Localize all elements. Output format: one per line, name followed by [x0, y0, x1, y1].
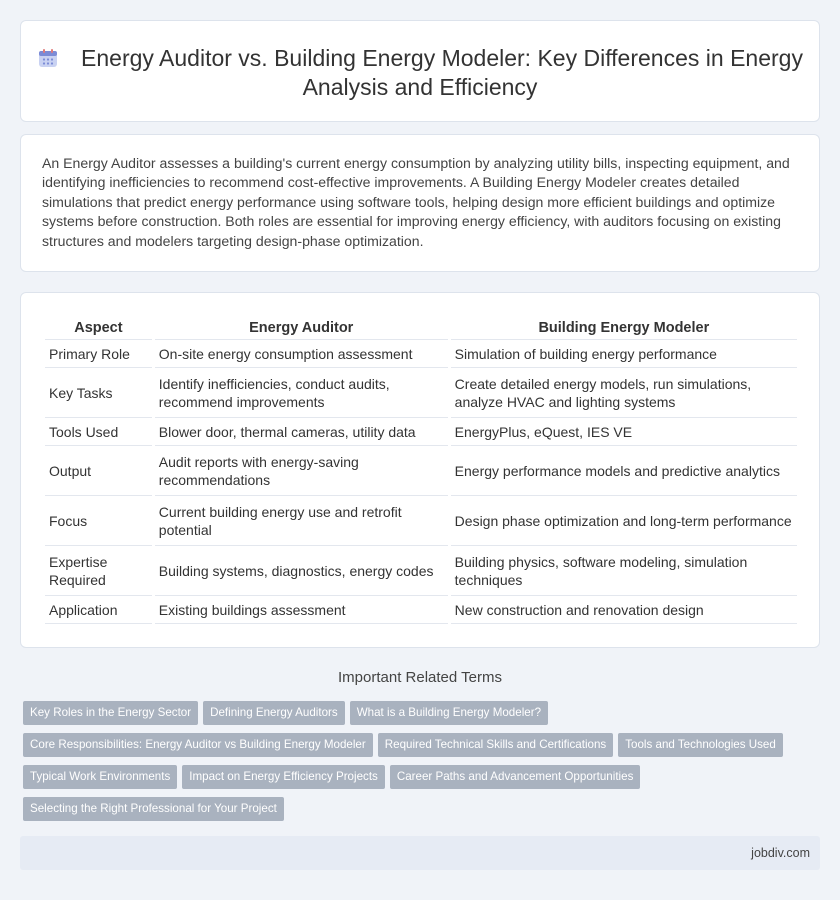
related-term-tag[interactable]: Core Responsibilities: Energy Auditor vs Building Energy Modeler	[23, 733, 373, 757]
table-cell: New construction and renovation design	[451, 596, 797, 624]
calendar-icon	[37, 47, 59, 69]
page-title: Energy Auditor vs. Building Energy Modeler: Key Differences in Energy Analysis and Efficiency	[81, 45, 803, 100]
table-cell: Simulation of building energy performance	[451, 340, 797, 368]
table-cell: Create detailed energy models, run simulations, analyze HVAC and lighting systems	[451, 368, 797, 418]
table-row	[45, 496, 797, 546]
footer-site-link[interactable]: jobdiv.com	[751, 846, 810, 860]
related-terms-tags	[23, 701, 823, 829]
table-cell: Current building energy use and retrofit potential	[155, 496, 448, 546]
table-cell: Key Tasks	[45, 368, 152, 418]
table-cell: Focus	[45, 496, 152, 546]
table-header-row	[45, 314, 797, 340]
table-cell: Output	[45, 446, 152, 496]
table-cell: On-site energy consumption assessment	[155, 340, 448, 368]
related-term-tag[interactable]: Key Roles in the Energy Sector	[23, 701, 198, 725]
table-row	[45, 596, 797, 624]
related-term-tag[interactable]: Selecting the Right Professional for Your Project	[23, 797, 284, 821]
intro-card	[20, 134, 820, 272]
column-header: Energy Auditor	[155, 314, 448, 340]
related-term-tag[interactable]: Typical Work Environments	[23, 765, 177, 789]
table-row	[45, 340, 797, 368]
table-cell: Existing buildings assessment	[155, 596, 448, 624]
table-cell: Design phase optimization and long-term performance	[451, 496, 797, 546]
related-term-tag[interactable]: What is a Building Energy Modeler?	[350, 701, 548, 725]
table-row	[45, 418, 797, 446]
table-cell: Tools Used	[45, 418, 152, 446]
table-cell: Expertise Required	[45, 546, 152, 596]
table-row	[45, 546, 797, 596]
table-cell: EnergyPlus, eQuest, IES VE	[451, 418, 797, 446]
table-cell: Audit reports with energy-saving recommendations	[155, 446, 448, 496]
table-cell: Primary Role	[45, 340, 152, 368]
related-term-tag[interactable]: Required Technical Skills and Certifications	[378, 733, 613, 757]
table-cell: Blower door, thermal cameras, utility data	[155, 418, 448, 446]
comparison-card	[20, 292, 820, 648]
column-header: Building Energy Modeler	[451, 314, 797, 340]
related-term-tag[interactable]: Career Paths and Advancement Opportunities	[390, 765, 641, 789]
intro-paragraph: An Energy Auditor assesses a building's current energy consumption by analyzing utility bills, inspecting equipment, and identifying inefficiencies to recommend cost-effective improvements. A Building Energy Modeler creates detailed simulations that predict energy performance using software tools, helping design more efficient buildings and optimize systems before construction. Both roles are essential for improving energy efficiency, with auditors focusing on existing structures and modelers targeting design-phase optimization.	[42, 155, 790, 249]
table-cell: Identify inefficiencies, conduct audits, recommend improvements	[155, 368, 448, 418]
table-cell: Application	[45, 596, 152, 624]
related-term-tag[interactable]: Defining Energy Auditors	[203, 701, 345, 725]
header-card	[20, 20, 820, 122]
table-row	[45, 368, 797, 418]
related-term-tag[interactable]: Impact on Energy Efficiency Projects	[182, 765, 385, 789]
comparison-table	[42, 314, 800, 624]
table-cell: Building physics, software modeling, simulation techniques	[451, 546, 797, 596]
column-header: Aspect	[45, 314, 152, 340]
related-terms-heading: Important Related Terms	[338, 669, 502, 686]
related-term-tag[interactable]: Tools and Technologies Used	[618, 733, 783, 757]
table-cell: Building systems, diagnostics, energy codes	[155, 546, 448, 596]
table-row	[45, 446, 797, 496]
table-cell: Energy performance models and predictive analytics	[451, 446, 797, 496]
footer	[20, 836, 820, 870]
